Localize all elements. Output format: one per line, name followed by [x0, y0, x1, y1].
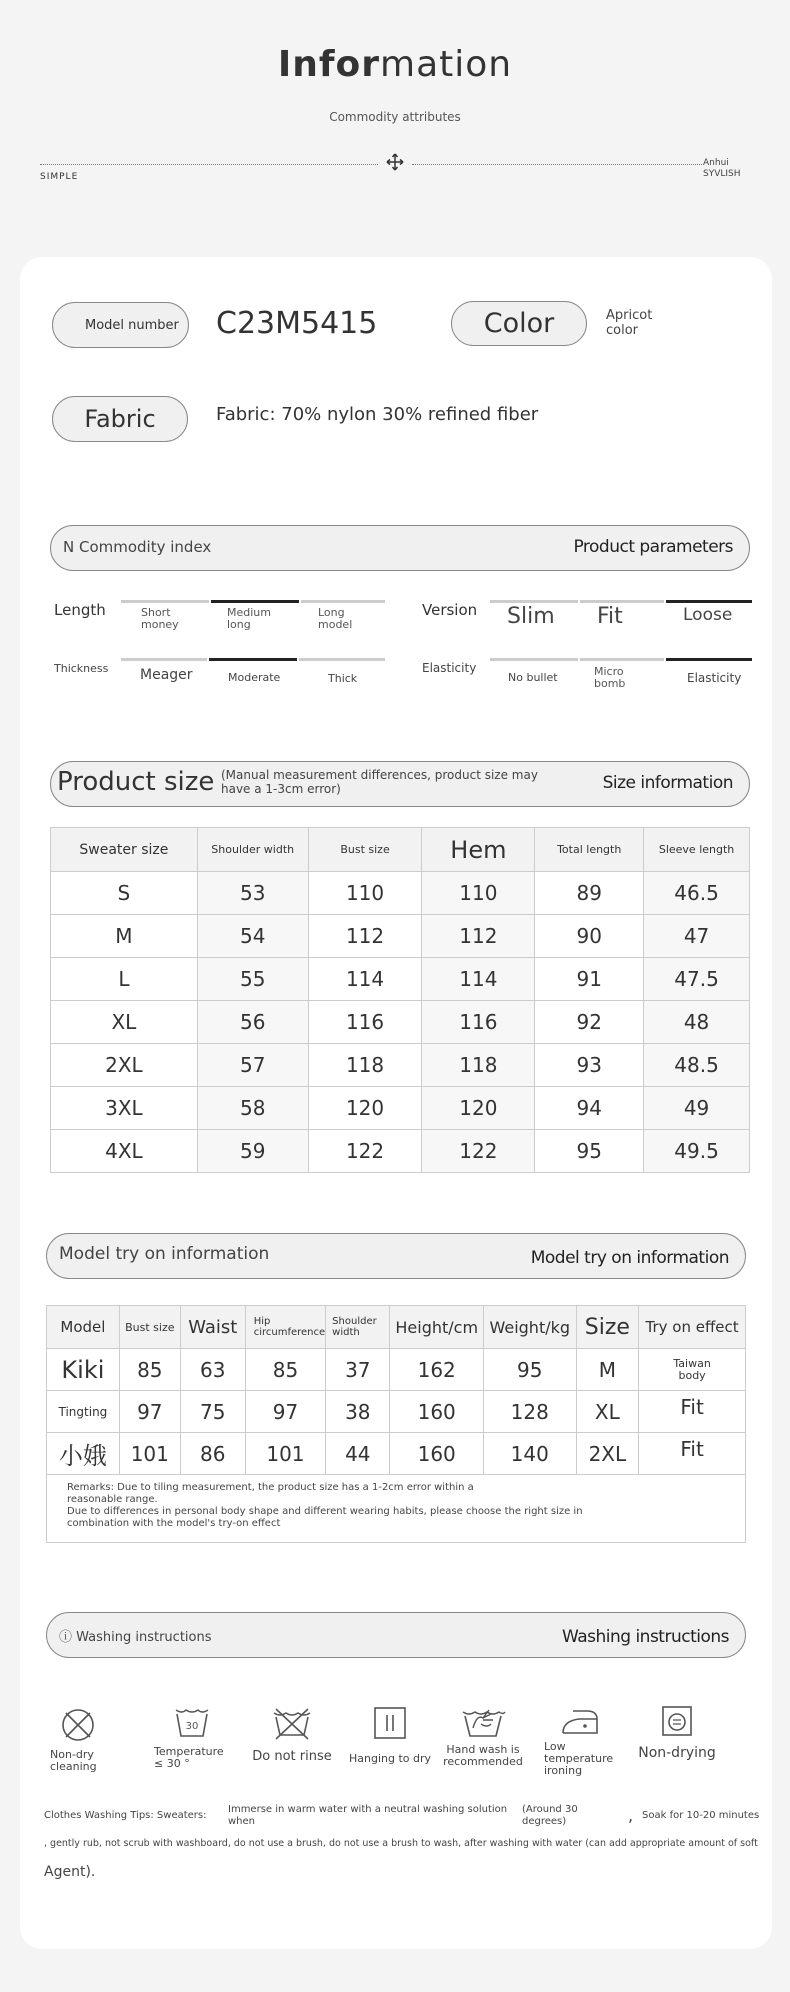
model-table-cell: 85 [245, 1349, 325, 1391]
model-table-cell: 小娥 [47, 1433, 120, 1475]
remark-line-2: reasonable range. [67, 1494, 158, 1505]
wash-label-non-dry-cleaning: Non-dry cleaning [50, 1748, 97, 1773]
remarks-box [46, 1475, 746, 1543]
size-table-cell: M [51, 915, 198, 958]
size-table-cell: 95 [535, 1130, 644, 1173]
thickness-seg-0 [121, 658, 207, 661]
wash-item-hanging-to-dry [345, 1703, 435, 1765]
col-sweater-size: Sweater size [51, 828, 198, 872]
size-table-cell: 90 [535, 915, 644, 958]
wash-label-temperature: Temperature ≤ 30 ° [154, 1745, 224, 1770]
remark-line-4: combination with the model's try-on effect [67, 1518, 281, 1529]
length-seg-0 [121, 600, 209, 603]
col-model-height: Height/cm [390, 1306, 484, 1349]
model-table-cell: Fit [639, 1391, 746, 1433]
elasticity-option-elasticity: Elasticity [687, 671, 742, 685]
size-table-cell: 54 [197, 915, 308, 958]
washing-tips-line3: Agent). [44, 1864, 96, 1880]
model-table-row [47, 1433, 746, 1475]
size-information-title: Size information [602, 773, 733, 793]
wash-label-hand-wash: Hand wash is recommended [443, 1743, 523, 1768]
col-model-bust: Bust size [119, 1306, 180, 1349]
product-size-title: Product size [57, 767, 215, 797]
col-model-shoulder: Shoulder width [326, 1306, 390, 1349]
model-table [46, 1305, 746, 1475]
model-table-cell: Taiwan body [639, 1349, 746, 1391]
size-table-cell: S [51, 872, 198, 915]
model-table-cell: 160 [390, 1433, 484, 1475]
col-hem: Hem [422, 828, 535, 872]
size-table [50, 827, 750, 1173]
washing-instructions-label: ⓘ Washing instructions [59, 1630, 212, 1645]
hand-wash-icon [459, 1702, 507, 1742]
size-table-cell: 93 [535, 1044, 644, 1087]
size-table-cell: 120 [422, 1087, 535, 1130]
size-table-cell: 112 [422, 915, 535, 958]
size-table-cell: 3XL [51, 1087, 198, 1130]
size-table-cell: 118 [422, 1044, 535, 1087]
product-size-note: (Manual measurement differences, product size may have a 1-3cm error) [221, 768, 538, 796]
size-table-cell: 49.5 [644, 1130, 750, 1173]
model-table-cell: 101 [245, 1433, 325, 1475]
model-table-cell: Kiki [47, 1349, 120, 1391]
color-label: Color [451, 301, 587, 346]
size-table-cell: 55 [197, 958, 308, 1001]
size-table-cell: 91 [535, 958, 644, 1001]
version-seg-0 [490, 600, 578, 603]
fabric-label: Fabric [52, 396, 188, 442]
remark-line-1: Remarks: Due to tiling measurement, the product size has a 1-2cm error within a [67, 1482, 474, 1493]
col-model-waist: Waist [180, 1306, 245, 1349]
model-table-cell: 75 [180, 1391, 245, 1433]
size-table-cell: 49 [644, 1087, 750, 1130]
washing-tips-part2: (Around 30 degrees) [522, 1804, 578, 1827]
hang-dry-icon [370, 1703, 410, 1743]
washing-tips-part3: Soak for 10-20 minutes [642, 1810, 760, 1821]
model-table-cell: 37 [326, 1349, 390, 1391]
commodity-index-label: N Commodity index [63, 538, 212, 556]
thickness-option-meager: Meager [140, 667, 193, 683]
size-table-row [51, 1087, 750, 1130]
version-option-loose: Loose [683, 605, 733, 625]
thickness-seg-1 [209, 658, 297, 661]
thickness-option-moderate: Moderate [228, 671, 281, 684]
elasticity-seg-0 [490, 658, 578, 661]
model-table-cell: Tingting [47, 1391, 120, 1433]
brand-tag: Anhui SYVLISH [703, 158, 741, 179]
size-table-cell: 92 [535, 1001, 644, 1044]
model-number-label: Model number [52, 302, 189, 348]
model-try-on-bar [46, 1233, 746, 1279]
size-table-row [51, 1001, 750, 1044]
washing-tips-comma: , [628, 1806, 634, 1825]
wash-label-do-not-rinse: Do not rinse [252, 1749, 332, 1764]
model-table-cell: 140 [484, 1433, 576, 1475]
size-table-cell: 47 [644, 915, 750, 958]
version-label: Version [422, 601, 478, 619]
length-option-medium: Medium long [227, 606, 271, 631]
washing-tips-line2: , gently rub, not scrub with washboard, do not use a brush, do not use a brush to wash, after washing with water (can add appropriate amount of soft [44, 1838, 758, 1849]
size-table-row [51, 872, 750, 915]
version-option-fit: Fit [597, 604, 623, 629]
wash-item-low-temperature-ironing [544, 1703, 614, 1777]
no-tumble-dry-icon [659, 1703, 695, 1739]
size-table-header [51, 828, 750, 872]
size-table-cell: 94 [535, 1087, 644, 1130]
col-model: Model [47, 1306, 120, 1349]
wash-label-low-temperature-ironing: Low temperature ironing [544, 1740, 614, 1777]
model-number-value: C23M5415 [216, 306, 378, 341]
size-table-row [51, 958, 750, 1001]
elasticity-option-no-bullet: No bullet [508, 671, 558, 684]
size-table-cell: 122 [308, 1130, 422, 1173]
divider-right [412, 164, 702, 165]
col-try-on-effect: Try on effect [639, 1306, 746, 1349]
model-table-cell: 162 [390, 1349, 484, 1391]
wash-30-icon [172, 1702, 212, 1742]
size-table-cell: 57 [197, 1044, 308, 1087]
model-table-cell: 38 [326, 1391, 390, 1433]
model-table-row [47, 1349, 746, 1391]
size-table-cell: 58 [197, 1087, 308, 1130]
model-table-cell: Fit [639, 1433, 746, 1475]
fabric-value: Fabric: 70% nylon 30% refined fiber [216, 404, 539, 425]
col-model-hip: Hip circumference [245, 1306, 325, 1349]
col-shoulder-width: Shoulder width [197, 828, 308, 872]
divider-left [40, 164, 378, 165]
no-rinse-icon [270, 1703, 314, 1743]
length-seg-2 [301, 600, 385, 603]
page-subtitle: Commodity attributes [329, 110, 461, 124]
model-table-cell: 160 [390, 1391, 484, 1433]
model-table-cell: 2XL [576, 1433, 639, 1475]
wash-item-hand-wash [440, 1702, 526, 1768]
size-table-cell: 2XL [51, 1044, 198, 1087]
size-table-cell: 116 [308, 1001, 422, 1044]
product-size-bar [50, 761, 750, 807]
size-table-cell: 110 [422, 872, 535, 915]
col-sleeve-length: Sleeve length [644, 828, 750, 872]
model-table-cell: XL [576, 1391, 639, 1433]
version-seg-2 [666, 600, 752, 603]
col-bust-size: Bust size [308, 828, 422, 872]
length-seg-1 [211, 600, 299, 603]
thickness-label: Thickness [54, 662, 109, 675]
size-table-cell: 120 [308, 1087, 422, 1130]
thickness-option-thick: Thick [328, 672, 358, 685]
product-parameters-title: Product parameters [573, 537, 733, 557]
elasticity-label: Elasticity [422, 661, 477, 675]
model-table-cell: 97 [119, 1391, 180, 1433]
size-table-cell: 116 [422, 1001, 535, 1044]
col-total-length: Total length [535, 828, 644, 872]
model-table-cell: 63 [180, 1349, 245, 1391]
move-icon [386, 153, 404, 171]
wash-label-non-drying: Non-drying [638, 1745, 716, 1761]
remark-line-3: Due to differences in personal body shape and different wearing habits, please choose the right size in [67, 1506, 583, 1517]
model-table-header [47, 1306, 746, 1349]
simple-tag: SIMPLE [40, 172, 79, 182]
elasticity-seg-2 [666, 658, 752, 661]
size-table-row [51, 915, 750, 958]
model-table-cell: M [576, 1349, 639, 1391]
model-table-cell: 101 [119, 1433, 180, 1475]
wash-item-non-dry-cleaning [50, 1705, 120, 1773]
model-table-cell: 128 [484, 1391, 576, 1433]
size-table-cell: L [51, 958, 198, 1001]
length-label: Length [54, 601, 106, 619]
size-table-cell: 112 [308, 915, 422, 958]
length-option-short: Short money [141, 606, 179, 631]
model-try-on-label: Model try on information [59, 1244, 270, 1264]
size-table-row [51, 1130, 750, 1173]
size-table-cell: 47.5 [644, 958, 750, 1001]
model-table-row [47, 1391, 746, 1433]
no-dry-clean-icon [58, 1705, 98, 1745]
washing-instructions-bar [46, 1612, 746, 1658]
svg-text:30: 30 [185, 1721, 199, 1732]
col-model-weight: Weight/kg [484, 1306, 576, 1349]
model-table-cell: 44 [326, 1433, 390, 1475]
wash-item-non-drying [630, 1703, 724, 1759]
elasticity-option-micro: Micro bomb [594, 665, 626, 690]
product-parameters-bar [50, 525, 750, 571]
washing-instructions-title: Washing instructions [561, 1627, 729, 1647]
version-seg-1 [580, 600, 664, 603]
size-table-cell: 118 [308, 1044, 422, 1087]
page-title: Information [277, 44, 513, 85]
size-table-cell: 48 [644, 1001, 750, 1044]
model-try-on-title: Model try on information [530, 1248, 729, 1268]
version-option-slim: Slim [507, 604, 555, 629]
col-model-size: Size [576, 1306, 639, 1349]
model-table-cell: 85 [119, 1349, 180, 1391]
model-table-cell: 86 [180, 1433, 245, 1475]
size-table-cell: 46.5 [644, 872, 750, 915]
elasticity-seg-1 [580, 658, 664, 661]
wash-item-temperature [154, 1702, 229, 1770]
size-table-cell: 4XL [51, 1130, 198, 1173]
low-iron-icon [559, 1703, 601, 1739]
model-table-cell: 97 [245, 1391, 325, 1433]
size-table-cell: 110 [308, 872, 422, 915]
size-table-cell: 53 [197, 872, 308, 915]
size-table-cell: 89 [535, 872, 644, 915]
washing-tips-part1: Immerse in warm water with a neutral washing solution when [228, 1804, 508, 1827]
wash-item-do-not-rinse [252, 1703, 332, 1763]
length-option-long: Long model [318, 606, 353, 631]
model-table-cell: 95 [484, 1349, 576, 1391]
color-value: Apricot color [606, 308, 653, 338]
size-table-cell: 59 [197, 1130, 308, 1173]
size-table-cell: 114 [308, 958, 422, 1001]
size-table-row [51, 1044, 750, 1087]
size-table-cell: 114 [422, 958, 535, 1001]
wash-label-hanging-to-dry: Hanging to dry [348, 1752, 432, 1765]
washing-tips-label: Clothes Washing Tips: Sweaters: [44, 1810, 207, 1821]
size-table-cell: 48.5 [644, 1044, 750, 1087]
size-table-cell: 56 [197, 1001, 308, 1044]
size-table-cell: XL [51, 1001, 198, 1044]
thickness-seg-2 [299, 658, 385, 661]
size-table-cell: 122 [422, 1130, 535, 1173]
